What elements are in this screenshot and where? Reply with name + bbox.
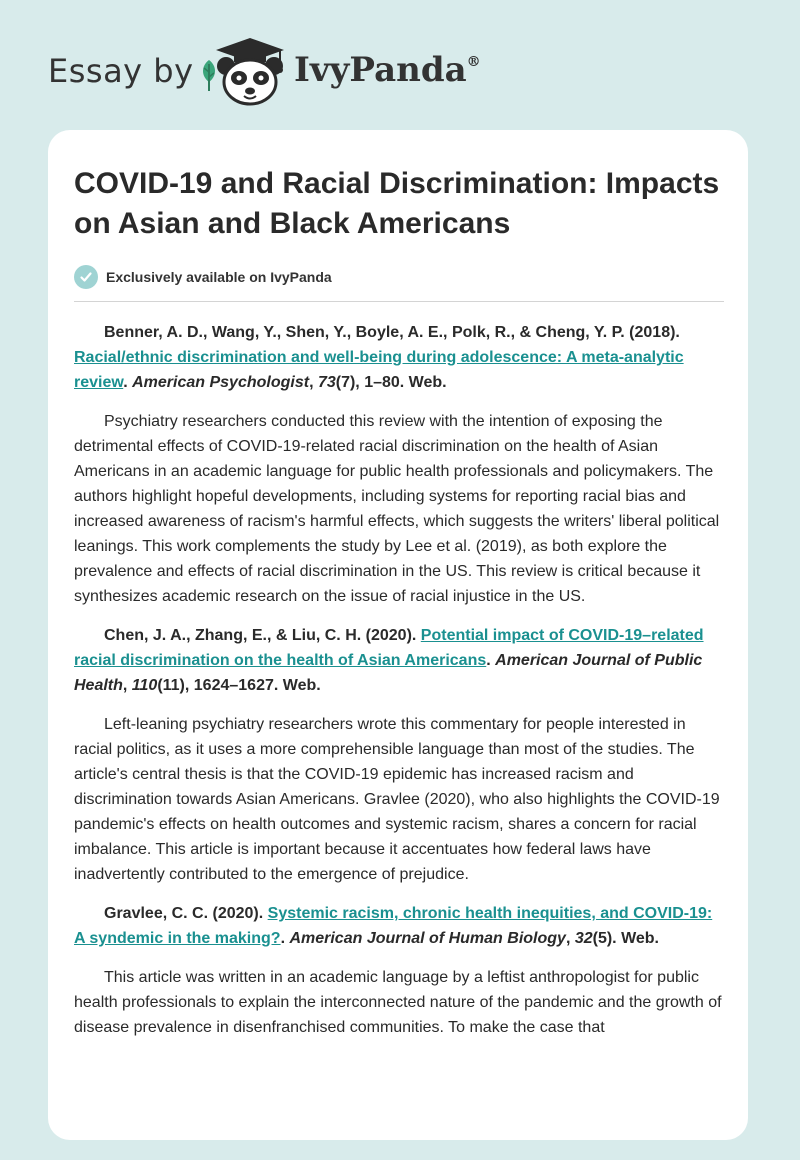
reference-authors: Benner, A. D., Wang, Y., Shen, Y., Boyle, A. E., Polk, R., & Cheng, Y. P. (2018). bbox=[104, 324, 680, 341]
check-icon bbox=[74, 265, 98, 289]
paragraph: Psychiatry researchers conducted this review with the intention of exposing the detrimental effects of COVID-19-related racial discrimination on the health of Asian Americans in an academic language for public health professionals and policymakers. The authors highlight hopeful developments, including systems for reporting racial bias and increased awareness of racism's harmful effects, which suggests the writers' liberal political leanings. This work complements the study by Lee et al. (2019), as both explore the prevalence and effects of racial discrimination in the US. This review is critical because it synthesizes academic research on the issue of racial injustice in the US. bbox=[74, 413, 720, 605]
reference-details: (7), 1–80. Web. bbox=[335, 374, 447, 391]
essay-body bbox=[74, 320, 724, 1054]
essay-card bbox=[48, 130, 748, 1140]
reference-link[interactable]: Systemic racism, chronic health inequities, and COVID-19: A syndemic in the making? bbox=[74, 905, 713, 947]
brand-text: IvyPanda bbox=[294, 50, 467, 90]
divider bbox=[74, 301, 724, 302]
badge-text: Exclusively available on IvyPanda bbox=[106, 269, 332, 285]
reference-journal: American Journal of Human Biology bbox=[289, 930, 566, 947]
reference-entry: Chen, J. A., Zhang, E., & Liu, C. H. (2020). Potential impact of COVID-19–related racial discrimination on the health of Asian Americans. American Journal of Public Health, 110(11), 1624–1627. Web. bbox=[74, 627, 704, 694]
reference-entry: Gravlee, C. C. (2020). Systemic racism, chronic health inequities, and COVID-19: A syndemic in the making?. American Journal of Human Biology, 32(5). Web. bbox=[74, 905, 713, 947]
essay-by-label: Essay by bbox=[48, 52, 194, 90]
reference-link[interactable]: Potential impact of COVID-19–related racial discrimination on the health of Asian Americans bbox=[74, 627, 704, 669]
registered-mark: ® bbox=[466, 54, 481, 70]
paragraph: Left-leaning psychiatry researchers wrote this commentary for people interested in racial politics, as it uses a more comprehensible language than most of the studies. The article's central thesis is that the COVID-19 epidemic has increased racism and discrimination towards Asian Americans. Gravlee (2020), who also highlights the COVID-19 pandemic's effects on health outcomes and systemic racism, shares a concern for racial imbalance. This article is important because it accentuates how federal laws have inadvertently contributed to the emergence of prejudice. bbox=[74, 716, 720, 883]
exclusive-badge bbox=[74, 264, 332, 290]
reference-volume: 110 bbox=[131, 677, 158, 694]
panda-logo-icon bbox=[212, 36, 288, 106]
reference-journal: American Journal of Public Health bbox=[74, 652, 703, 694]
reference-authors: Chen, J. A., Zhang, E., & Liu, C. H. (2020). bbox=[104, 627, 417, 644]
reference-volume: 32 bbox=[574, 930, 593, 947]
reference-details: (11), 1624–1627. Web. bbox=[157, 677, 321, 694]
reference-journal: American Psychologist bbox=[132, 374, 310, 391]
reference-details: (5). Web. bbox=[592, 930, 659, 947]
site-header bbox=[0, 0, 800, 130]
page-title: COVID-19 and Racial Discrimination: Impacts on Asian and Black Americans bbox=[74, 167, 720, 240]
reference-volume: 73 bbox=[317, 374, 336, 391]
paragraph: This article was written in an academic language by a leftist anthropologist for public health professionals to explain the interconnected nature of the pandemic and the growth of disease prevalence in disenfranchised communities. To make the case that bbox=[74, 969, 722, 1036]
reference-authors: Gravlee, C. C. (2020). bbox=[104, 905, 264, 922]
reference-link[interactable]: Racial/ethnic discrimination and well-being during adolescence: A meta-analytic review bbox=[74, 349, 684, 391]
brand-name[interactable] bbox=[294, 50, 481, 90]
reference-entry: Benner, A. D., Wang, Y., Shen, Y., Boyle, A. E., Polk, R., & Cheng, Y. P. (2018). Racial/ethnic discrimination and well-being during adolescence: A meta-analytic review. American Psychologist, 73(7), 1–80. Web. bbox=[74, 324, 684, 391]
